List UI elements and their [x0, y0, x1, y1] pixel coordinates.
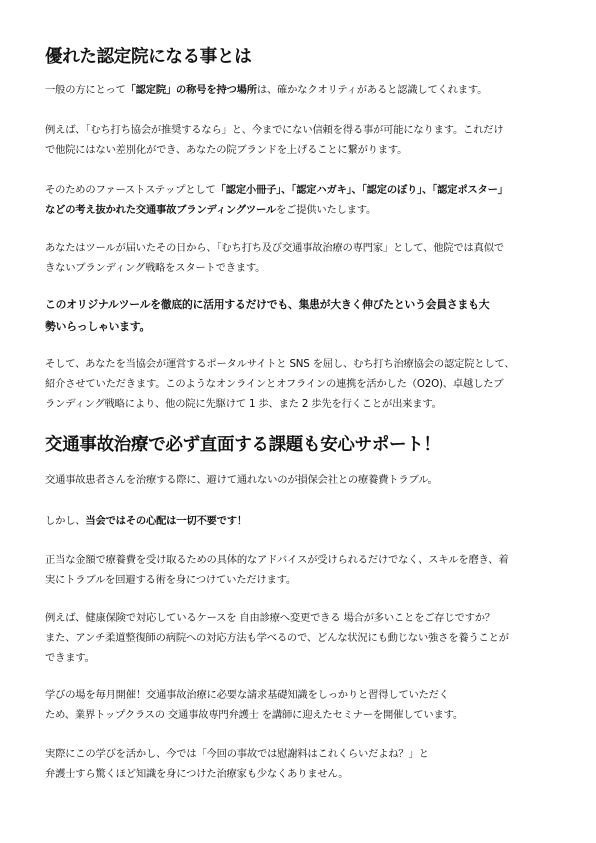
paragraph-trust — [45, 120, 503, 160]
paragraph-certified-title — [45, 80, 487, 100]
line: ため、業界トップクラスの 交通事故専門弁護士 を講師に迎えたセミナーを開催しています。 — [45, 709, 463, 721]
section-heading-support: 交通事故治療で必ず直面する課題も安心サポート！ — [45, 435, 441, 455]
paragraph-monthly-seminar — [45, 685, 463, 725]
paragraph-branding-start — [45, 238, 504, 278]
line: 例えば、「むち打ち協会が推奨するなら」と、今までにない信頼を得る事が可能になります。これだけ — [45, 124, 504, 136]
line: このオリジナルツールを徹底的に活用するだけでも、集患が大きく伸びたという会員さまも大 — [45, 298, 490, 311]
line: きないブランディング戦略をスタートできます。 — [45, 262, 266, 274]
line: 例えば、健康保険で対応しているケースを 自由診療へ変更できる 場合が多いことをご存じですか？ — [45, 612, 495, 624]
line: 実際にこの学びを活かし、今では「今回の事故では慰謝料はこれくらいだよね？」と — [45, 748, 429, 760]
emphasis-text: 「認定小冊子」、「認定ハガキ」、「認定のぼり」、「認定ポスター」 — [215, 184, 508, 196]
paragraph-insurance-trouble: 交通事故患者さんを治療する際に、避けて通れないのが損保会社との療養費トラブル。 — [45, 474, 438, 486]
line: ランディング戦略により、他の院に先駆けて 1 歩、また 2 歩先を行くことが出来ます。 — [45, 398, 442, 410]
line: 学びの場を毎月開催！交通事故治療に必要な請求基礎知識をしっかりと習得していただく — [45, 689, 449, 701]
text: そのためのファーストステップとして — [45, 184, 216, 196]
line: で他院にはない差別化ができ、あなたの院ブランドを上げることに繋がります。 — [45, 144, 408, 156]
line: 紹介させていただきます。このようなオンラインとオフラインの連携を活かした（O2O)、卓越したブ — [45, 378, 504, 390]
paragraph-no-worry — [45, 511, 247, 531]
line: 正当な金額で療養費を受け取るための具体的なアドバイスが受けられるだけでなく、スキルを磨き、着 — [45, 554, 509, 566]
text: しかし、 — [45, 515, 86, 527]
paragraph-portal-o2o — [45, 354, 514, 414]
emphasis-text: などの考え抜かれた交通事故ブランディングツール — [45, 204, 276, 216]
emphasis-text: 当会ではその心配は一切不要です！ — [85, 515, 247, 527]
text: をご提供いたします。 — [276, 204, 377, 216]
emphasis-text: 「認定院」の称号を持つ場所 — [125, 84, 257, 96]
line: 実にトラブルを回避する術を身につけていただけます。 — [45, 574, 296, 586]
paragraph-knowledge-result — [45, 744, 429, 784]
line: 弁護士すら驚くほど知識を身につけた治療家も少なくありません。 — [45, 768, 349, 780]
paragraph-free-treatment — [45, 608, 509, 668]
section-heading-certified-clinic: 優れた認定院になる事とは — [45, 47, 252, 67]
paragraph-advice — [45, 550, 508, 590]
text: 一般の方にとって — [45, 84, 126, 96]
text: は、確かなクオリティがあると認識してくれます。 — [256, 84, 488, 96]
line: あなたはツールが届いたその日から、「むち打ち及び交通事故治療の専門家」として、他院では真似で — [45, 242, 504, 254]
line: また、アンチ柔道整復師の病院への対応方法も学べるので、どんな状況にも動じない強さを養うことが — [45, 632, 509, 644]
paragraph-member-success — [45, 294, 489, 338]
line: できます。 — [45, 652, 95, 664]
line: 勢いらっしゃいます。 — [45, 320, 151, 333]
paragraph-branding-tools — [45, 180, 508, 220]
line: そして、あなたを当協会が運営するポータルサイトと SNS を屈し、むち打ち治療協会の認定院として、 — [45, 358, 515, 370]
